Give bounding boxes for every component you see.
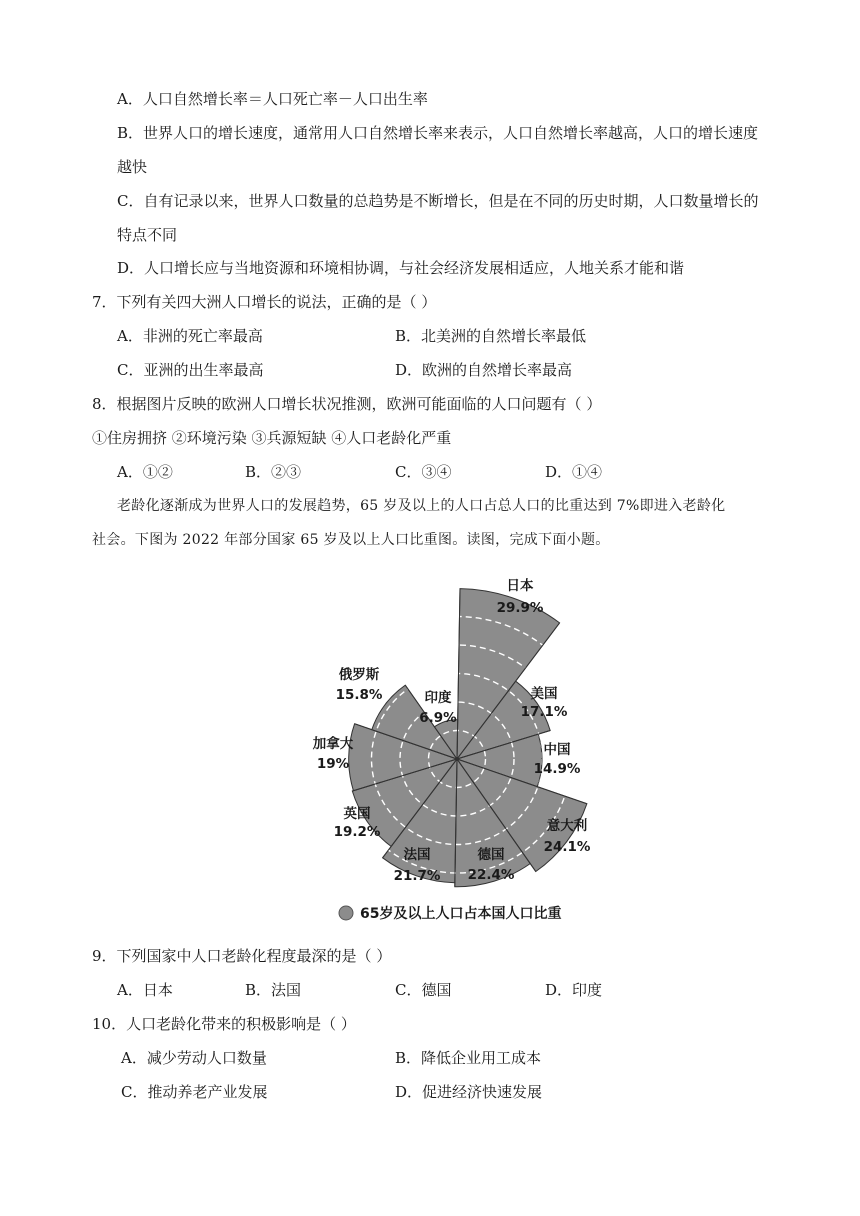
q9-option-c: C．德国 [395,981,452,999]
q10-option-d: D．促进经济快速发展 [395,1083,543,1101]
q6-option-d: D．人口增长应与当地资源和环境相协调，与社会经济发展相适应，人地关系才能和谐 [117,259,685,277]
country-label-1: 美国 [530,686,558,702]
value-label-5: 21.7% [393,868,441,884]
q9-option-b: B．法国 [245,981,302,999]
country-label-7: 加拿大 [312,736,354,752]
value-label-9: 6.9% [419,710,457,726]
q7-stem: 7．下列有关四大洲人口增长的说法，正确的是（ ） [92,293,437,311]
value-label-3: 24.1% [543,839,591,855]
q9-stem: 9．下列国家中人口老龄化程度最深的是（ ） [92,947,392,965]
country-label-3: 意大利 [546,818,588,834]
q10-option-b: B．降低企业用工成本 [395,1049,542,1067]
value-label-2: 14.9% [533,761,581,777]
q8-items: ①住房拥挤 ②环境污染 ③兵源短缺 ④人口老龄化严重 [92,429,452,447]
aging-rose-chart [0,570,860,940]
q8-stem: 8．根据图片反映的欧洲人口增长状况推测，欧洲可能面临的人口问题有（ ） [92,395,602,413]
legend-swatch [339,906,353,920]
legend-label: 65岁及以上人口占本国人口比重 [360,906,562,922]
q8-option-b: B．②③ [245,463,302,481]
passage-line1: 老龄化逐渐成为世界人口的发展趋势，65 岁及以上的人口占总人口的比重达到 7%即进入老龄化 [117,498,726,514]
q7-option-a: A．非洲的死亡率最高 [117,327,263,345]
q9-option-d: D．印度 [545,981,603,999]
q7-option-c: C．亚洲的出生率最高 [117,361,264,379]
country-label-9: 印度 [424,690,452,706]
q6-option-c-line1: C．自有记录以来，世界人口数量的总趋势是不断增长，但是在不同的历史时期，人口数量增长的 [117,192,759,210]
value-label-6: 19.2% [333,824,381,840]
value-label-0: 29.9% [496,600,544,616]
country-label-6: 英国 [343,806,371,822]
q10-option-c: C．推动养老产业发展 [121,1083,268,1101]
passage-line2: 社会。下图为 2022 年部分国家 65 岁及以上人口比重图。读图，完成下面小题。 [92,532,610,548]
value-label-1: 17.1% [520,704,568,720]
q8-option-d: D．①④ [545,463,603,481]
value-label-8: 15.8% [335,687,383,703]
q6-option-b-line1: B．世界人口的增长速度，通常用人口自然增长率来表示，人口自然增长率越高，人口的增长速度 [117,124,759,142]
q7-option-d: D．欧洲的自然增长率最高 [395,361,573,379]
value-label-4: 22.4% [467,867,515,883]
q10-stem: 10．人口老龄化带来的积极影响是（ ） [92,1015,356,1033]
q8-option-c: C．③④ [395,463,452,481]
chart-legend [339,905,561,922]
country-label-4: 德国 [477,847,505,863]
value-label-7: 19% [316,756,350,772]
q7-option-b: B．北美洲的自然增长率最低 [395,327,587,345]
q6-option-a: A．人口自然增长率＝人口死亡率－人口出生率 [117,90,428,108]
q6-option-b-line2: 越快 [117,158,148,176]
q6-option-c-line2: 特点不同 [117,226,178,244]
q10-option-a: A．减少劳动人口数量 [121,1049,267,1067]
q8-option-a: A．①② [117,463,173,481]
q9-option-a: A．日本 [117,981,173,999]
country-label-8: 俄罗斯 [338,667,380,683]
country-label-0: 日本 [506,578,534,594]
country-label-2: 中国 [543,742,571,758]
country-label-5: 法国 [403,847,431,863]
